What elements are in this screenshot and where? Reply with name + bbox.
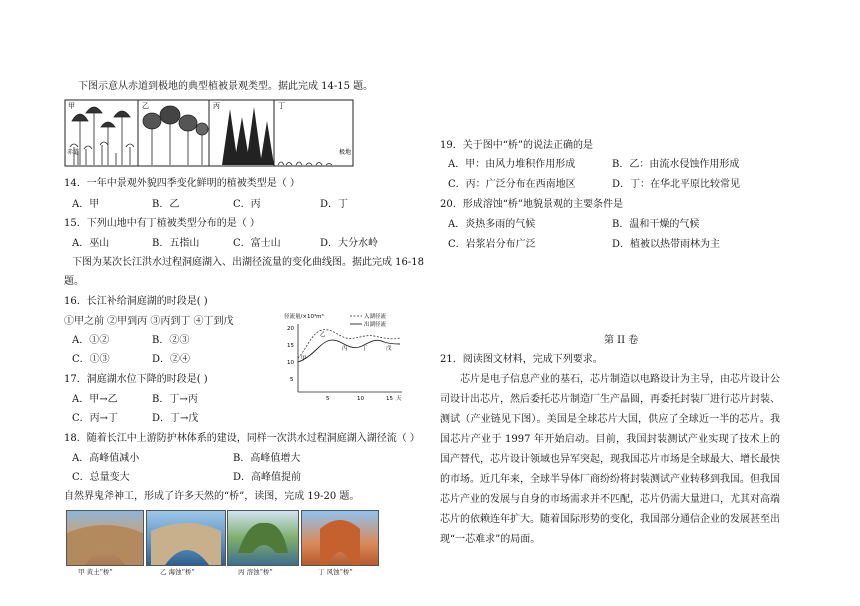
q16-choices: ①甲之前 ②甲到丙 ③丙到丁 ④丁到戊 (64, 316, 234, 327)
q20-option-a[interactable]: A．炎热多雨的气候 (448, 219, 536, 230)
q16-option-b[interactable]: B．②③ (152, 335, 190, 346)
q18-option-b[interactable]: B．高峰值增大 (233, 453, 301, 464)
q17-option-d[interactable]: D．丁→戊 (152, 413, 199, 424)
q14-option-c[interactable]: C．丙 (233, 199, 261, 210)
runoff-curve-graph (282, 310, 412, 408)
point-jia: 甲 (301, 356, 307, 362)
intro-16-18-cont: 题。 (64, 276, 84, 287)
intro-14-15: 下图示意从赤道到极地的典型植被景观类型。据此完成 14-15 题。 (78, 81, 374, 92)
q15-option-c[interactable]: C．富士山 (233, 238, 281, 249)
q18-option-d[interactable]: D．高峰值提前 (233, 472, 302, 483)
legend-outflow: 出湖径流 (364, 322, 387, 328)
q20-option-c[interactable]: C．岩浆岩分布广泛 (448, 239, 536, 250)
q14-stem: 14．一年中景观外貌四季变化鲜明的植被类型是（ ） (64, 178, 300, 189)
q16-stem: 16．长江补给洞庭湖的时段是( ) (64, 296, 208, 307)
q18-option-a[interactable]: A．高峰值减小 (72, 453, 140, 464)
q17-stem: 17．洞庭湖水位下降的时段是( ) (64, 374, 208, 385)
caption-wind: 丁 风蚀“桥” (318, 568, 353, 576)
xtick-10: 10 (357, 396, 364, 402)
veg-label-yi: 乙 (142, 102, 149, 110)
q17-option-b[interactable]: B．丁→丙 (152, 394, 198, 405)
xunit: 天 (396, 396, 402, 402)
veg-label-jia: 甲 (68, 102, 75, 110)
q19-option-d[interactable]: D．丁：在华北平原比较常见 (612, 179, 741, 190)
q15-option-b[interactable]: B．五指山 (152, 238, 200, 249)
q19-option-c[interactable]: C．丙：广泛分布在西南地区 (448, 179, 576, 190)
q16-option-d[interactable]: D．②④ (152, 354, 191, 365)
q16-option-c[interactable]: C．①③ (72, 354, 110, 365)
point-bing: 丙 (342, 346, 348, 352)
veg-label-equator: 赤道 (67, 149, 80, 156)
q18-option-c[interactable]: C．总量变大 (72, 472, 130, 483)
caption-karst: 丙 溶蚀“桥” (238, 568, 273, 576)
caption-sea: 乙 海蚀“桥” (160, 568, 195, 576)
point-yi: 乙 (320, 332, 326, 338)
legend-inflow: 入湖径流 (364, 314, 387, 320)
q14-option-d[interactable]: D．丁 (320, 199, 349, 210)
q15-option-d[interactable]: D．大分水岭 (320, 238, 379, 249)
ytick-15: 15 (287, 343, 294, 349)
q20-stem: 20．形成溶蚀“桥”地貌景观的主要条件是 (440, 199, 623, 210)
q15-option-a[interactable]: A．巫山 (72, 238, 110, 249)
q14-option-b[interactable]: B．乙 (152, 199, 180, 210)
q19-stem: 19．关于图中“桥”的说法正确的是 (440, 140, 593, 151)
q21-stem: 21．阅读图文材料，完成下列要求。 (440, 354, 603, 365)
ytick-20: 20 (287, 326, 294, 332)
veg-label-pole: 极地 (339, 149, 352, 156)
xtick-5: 5 (326, 396, 330, 402)
q19-option-b[interactable]: B．乙：由流水侵蚀作用形成 (612, 159, 740, 170)
q18-stem: 18．随着长江中上游防护林体系的建设，同样一次洪水过程洞庭湖入湖径流（ ） (64, 433, 420, 444)
q17-option-a[interactable]: A．甲→乙 (72, 394, 118, 405)
veg-label-bing: 丙 (213, 102, 220, 110)
photo-karst-bridge (227, 510, 299, 566)
photo-sea-bridge (146, 510, 226, 566)
point-wu: 戊 (386, 346, 392, 352)
q19-option-a[interactable]: A．甲：由风力堆积作用形成 (448, 159, 576, 170)
graph-ylabel: 径流量/×10³m³ (284, 314, 324, 320)
q21-passage: 芯片是电子信息产业的基石，芯片制造以电路设计为主导，由芯片设计公司设计出芯片，然后委托芯片制造厂生产晶圆，再委托封装厂进行芯片封装、测试（产业链见下图）。美国是全球芯片大国，供应了全球近一半的芯片。我国芯片产业于 1997 年开始启动。目前，我国封装测试产业实现了技术上的国产替代，芯片设计领域也异军突起，现我国芯片市场是全球最大、增长最快的市场。近几年来，全球半导体厂商纷纷将封装测试产业转移到我国。但我国芯片产业的发展与自身的市场需求并不匹配，芯片仍需大量进口，尤其对高端芯片的依赖连年扩大。随着国际形势的变化，我国部分通信企业的发展甚至出现“一芯难求”的局面。 (440, 374, 780, 545)
q20-option-b[interactable]: B．温和干燥的气候 (612, 219, 700, 230)
xtick-15: 15 (386, 396, 393, 402)
photo-loess-bridge (66, 510, 144, 566)
q14-option-a[interactable]: A．甲 (72, 199, 100, 210)
intro-19-20: 自然界鬼斧神工，形成了许多天然的“桥”，读图，完成 19-20 题。 (64, 491, 360, 502)
vegetation-landscape-figure (64, 99, 354, 167)
point-ding: 丁 (362, 346, 368, 352)
caption-loess: 甲 黄土“桥” (78, 568, 113, 576)
veg-label-ding: 丁 (278, 102, 285, 110)
ytick-5: 5 (290, 377, 294, 383)
section-title: 第 II 卷 (604, 335, 639, 346)
q15-stem: 15．下列山地中有丁植被类型分布的是（ ） (64, 218, 260, 229)
ytick-10: 10 (287, 360, 294, 366)
q16-option-a[interactable]: A．①② (72, 335, 110, 346)
photo-wind-bridge (301, 510, 379, 566)
intro-16-18: 下图为某次长江洪水过程洞庭湖入、出湖径流量的变化曲线图。据此完成 16-18 (72, 257, 425, 268)
q20-option-d[interactable]: D．植被以热带雨林为主 (612, 239, 721, 250)
q17-option-c[interactable]: C．丙→丁 (72, 413, 119, 424)
